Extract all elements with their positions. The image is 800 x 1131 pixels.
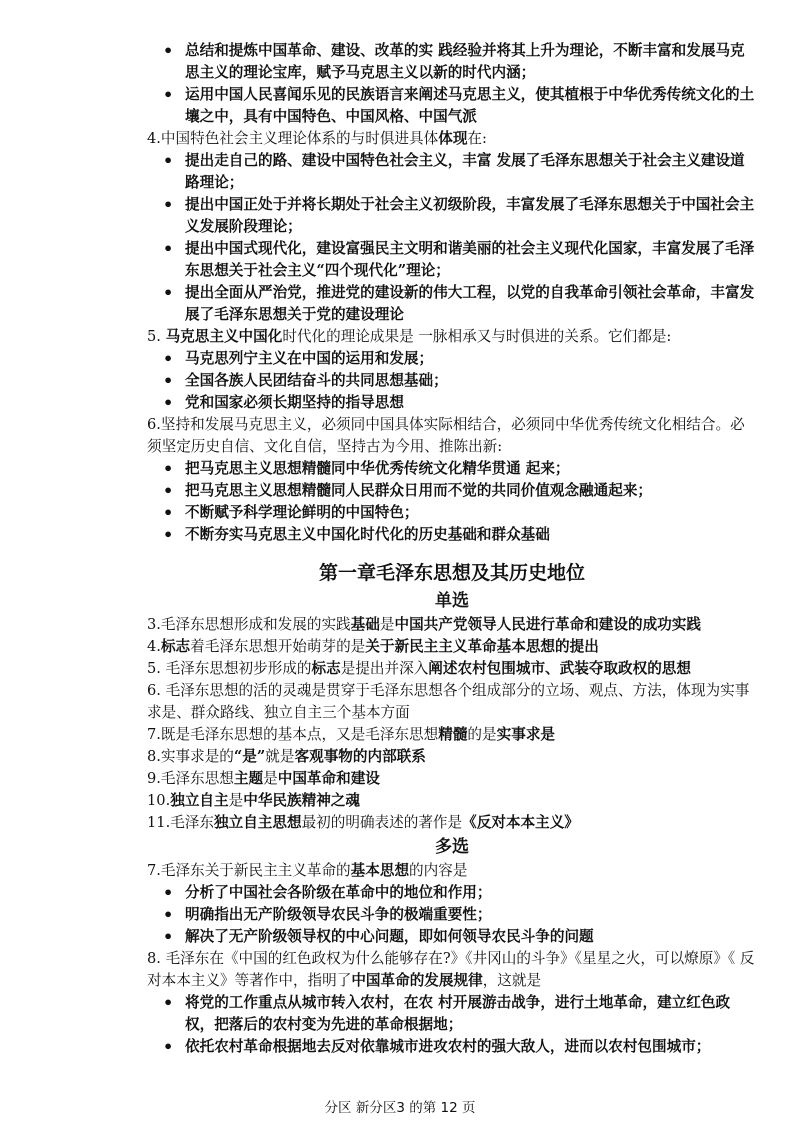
chapter-title: 第一章毛泽东思想及其历史地位 <box>318 562 585 584</box>
bullet-icon: • <box>163 459 174 478</box>
bullet-icon: • <box>163 481 174 500</box>
bullet-icon: • <box>163 905 174 924</box>
list-item: • 分析了中国社会各阶级在革命中的地位和作用； <box>163 883 492 902</box>
list-item: • 马克思列宁主义在中国的运用和发展； <box>163 349 434 368</box>
bullet-icon: • <box>163 993 174 1012</box>
list-item: • 不断赋予科学理论鲜明的中国特色； <box>163 503 419 522</box>
bullet-icon: • <box>163 525 174 544</box>
list-item: • 解决了无产阶级领导权的中心问题，即如何领导农民斗争的问题 <box>163 927 594 946</box>
list-item: • 把马克思主义思想精髓同人民群众日用而不觉的共同价值观念融通起来； <box>163 481 653 500</box>
list-item: • 不断夯实马克思主义中国化时代化的历史基础和群众基础 <box>163 525 550 544</box>
list-item: 9.毛泽东思想主题是中国革命和建设 <box>147 770 380 787</box>
item-5-heading: 5. 马克思主义中国化时代化的理论成果是 一脉相承又与时俱进的关系。它们都是: <box>147 328 672 345</box>
bullet-icon: • <box>163 239 174 258</box>
list-item: • 明确指出无产阶级领导农民斗争的极端重要性； <box>163 905 492 924</box>
list-item: 10.独立自主是中华民族精神之魂 <box>147 792 360 809</box>
bullet-icon: • <box>163 883 174 902</box>
bullet-icon: • <box>163 349 174 368</box>
list-item: 3.毛泽东思想形成和发展的实践基础是中国共产党领导人民进行革命和建设的成功实践 <box>147 616 701 633</box>
bullet-icon: • <box>163 1037 174 1056</box>
section-heading-multiple-choice: 多选 <box>435 837 469 857</box>
section-heading-single-choice: 单选 <box>435 591 469 611</box>
multi-8-heading: 8. 毛泽东在《中国的红色政权为什么能够存在?》《井冈山的斗争》《星星之火，可以燎原》《 反对本本主义》等著作中，指明了中国革命的发展规律，这就是 <box>147 950 755 989</box>
list-item: • 总结和提炼中国革命、建设、改革的实 践经验并将其上升为理论，不断丰富和发展马克思主义的理论宝库，赋予马克思主义以新的时代内涵； <box>163 41 745 81</box>
item-6-heading: 6.坚持和发展马克思主义，必须同中国具体实际相结合，必须同中华优秀传统文化相结合。必须坚定历史自信、文化自信，坚持古为今用、推陈出新: <box>147 416 745 455</box>
list-item: • 提出全面从严治党，推进党的建设新的伟大工程，以党的自我革命引领社会革命，丰富发展了毛泽东思想关于党的建设理论 <box>163 283 755 323</box>
list-item: • 把马克思主义思想精髓同中华优秀传统文化精华贯通 起来； <box>163 459 570 478</box>
bullet-list-multi7 <box>147 882 757 948</box>
bullet-list-top <box>147 40 757 128</box>
bullet-list-item4 <box>147 150 757 326</box>
item-4-heading: 4.中国特色社会主义理论体系的与时俱进具体体现在: <box>147 130 487 147</box>
list-item: • 党和国家必须长期坚持的指导思想 <box>163 393 404 412</box>
list-item: • 提出中国正处于并将长期处于社会主义初级阶段，丰富发展了毛泽东思想关于中国社会主义发展阶段理论； <box>163 195 755 235</box>
page-footer: 分区 新分区3 的第 12 页 <box>324 1100 476 1116</box>
list-item: • 提出中国式现代化，建设富强民主文明和谐美丽的社会主义现代化国家，丰富发展了毛泽东思想关于社会主义“四个现代化”理论； <box>163 239 755 279</box>
document-content <box>147 40 757 1058</box>
bullet-icon: • <box>163 283 174 302</box>
list-item: 5. 毛泽东思想初步形成的标志是提出并深入阐述农村包围城市、武装夺取政权的思想 <box>147 660 691 677</box>
bullet-icon: • <box>163 195 174 214</box>
bullet-list-item5 <box>147 348 757 414</box>
bullet-icon: • <box>163 151 174 170</box>
bullet-list-item6 <box>147 458 757 546</box>
list-item: 7.既是毛泽东思想的基本点，又是毛泽东思想精髓的是实事求是 <box>147 726 556 743</box>
bullet-icon: • <box>163 927 174 946</box>
bullet-icon: • <box>163 41 174 60</box>
bullet-icon: • <box>163 393 174 412</box>
single-choice-list <box>147 614 757 834</box>
bullet-icon: • <box>163 85 174 104</box>
multi-7-heading: 7.毛泽东关于新民主主义革命的基本思想的内容是 <box>147 862 468 879</box>
list-item: • 全国各族人民团结奋斗的共同思想基础； <box>163 371 448 390</box>
list-item: • 运用中国人民喜闻乐见的民族语言来阐述马克思主义，使其植根于中华优秀传统文化的土壤之中，具有中国特色、中国风格、中国气派 <box>163 85 755 125</box>
list-item: • 提出走自己的路、建设中国特色社会主义，丰富 发展了毛泽东思想关于社会主义建设道路理论； <box>163 151 745 191</box>
list-item: • 依托农村革命根据地去反对依靠城市进攻农村的强大敌人，进而以农村包围城市； <box>163 1037 711 1056</box>
bullet-list-multi8 <box>147 992 757 1058</box>
bullet-icon: • <box>163 503 174 522</box>
bullet-icon: • <box>163 371 174 390</box>
list-item: 6. 毛泽东思想的活的灵魂是贯穿于毛泽东思想各个组成部分的立场、观点、方法，体现为实事求是、群众路线、独立自主三个基本方面 <box>147 682 750 721</box>
list-item: • 将党的工作重点从城市转入农村，在农 村开展游击战争，进行土地革命，建立红色政权，把落后的农村变为先进的革命根据地； <box>163 993 731 1033</box>
list-item: 4.标志着毛泽东思想开始萌芽的是关于新民主主义革命基本思想的提出 <box>147 638 599 655</box>
list-item: 8.实事求是的“是”就是客观事物的内部联系 <box>147 748 426 765</box>
list-item: 11.毛泽东独立自主思想最初的明确表述的著作是《反对本本主义》 <box>147 814 579 831</box>
